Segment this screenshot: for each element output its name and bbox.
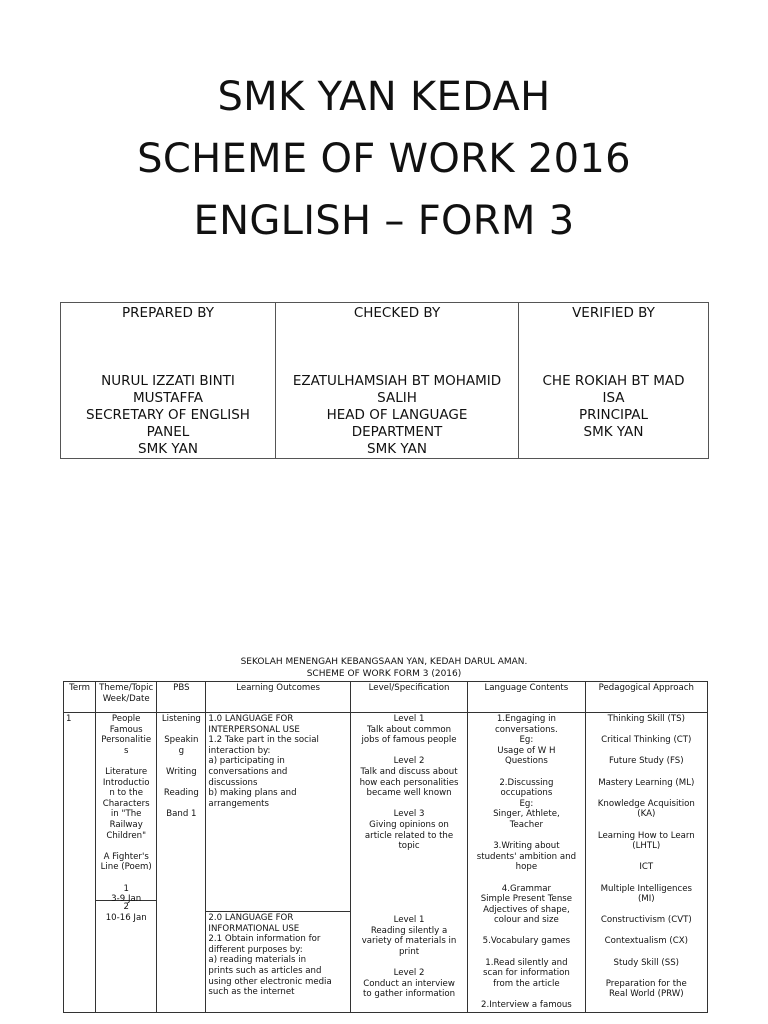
text-line: Eg: [519,735,534,746]
text-line: topic [398,841,420,852]
checked-by-line: DEPARTMENT [351,424,443,440]
text-line: 5.Vocabulary games [482,936,571,947]
text-line [353,852,465,863]
text-line: Learning How to Learn [597,830,695,841]
theme-week-1 [96,713,156,905]
text-line: Reading silently a [370,925,448,936]
text-line: in "The [110,809,142,820]
text-line: became well known [366,788,452,799]
text-line: such as the internet [208,987,295,998]
text-line: scan for information [483,968,570,979]
checked-by-line: EZATULHAMSIAH BT MOHAMID [292,373,502,389]
school-name: SMK YAN KEDAH [217,74,551,120]
text-line: Famous [109,724,143,735]
checked-by-line: SMK YAN [367,441,427,457]
text-line: Level 1 [393,714,425,724]
text-line [470,767,582,778]
text-line: how each personalities [359,777,459,788]
text-line: Level 2 [393,756,425,767]
prepared-by-heading: PREPARED BY [122,305,214,321]
text-line [588,746,705,757]
text-line [159,799,203,810]
text-line [470,873,582,884]
table-header-row [64,682,708,713]
text-line: People [111,714,141,724]
text-line [470,831,582,842]
text-line: Characters [102,798,150,809]
text-line: Knowledge Acquisition [597,798,695,809]
text-line [588,926,705,937]
text-line: Speakin [164,735,199,746]
text-line: Usage of W H [497,745,556,756]
text-line: 2.Interview a famous [481,1000,572,1011]
text-line: Critical Thinking (CT) [601,735,692,746]
text-line: (MI) [637,894,655,905]
text-line [588,968,705,979]
text-line: Level 1 [393,915,425,926]
prepared-by-details [63,373,273,458]
checked-by-line: SALIH [377,390,417,406]
text-line: (KA) [637,809,656,820]
text-line: A Fighter's [103,851,149,862]
text-line [588,767,705,778]
text-line: n to the [109,788,144,799]
text-line: Thinking Skill (TS) [607,714,685,724]
header-learning-outcomes: Learning Outcomes [206,682,350,713]
text-line: 10-16 Jan [105,912,147,923]
text-line [588,725,705,736]
text-line [470,926,582,937]
text-line: Study Skill (SS) [613,957,680,968]
learning-outcome-1 [206,713,349,912]
pedagogical-approach-cell [585,713,707,1013]
text-line [353,905,465,916]
checked-by-details [278,373,516,458]
table-row [64,713,708,1013]
text-line: Multiple Intelligences [600,883,692,894]
text-line [588,820,705,831]
scheme-caption [0,657,768,680]
verified-by-line: SMK YAN [583,424,644,440]
text-line: Conduct an interview [363,978,455,989]
text-line: Reading [163,788,199,799]
text-line [353,894,465,905]
verified-by-details [521,373,706,441]
text-line [353,884,465,895]
text-line: different purposes by: [208,944,303,955]
text-line: Children" [106,830,147,841]
text-line: arrangements [208,798,270,809]
text-line [588,852,705,863]
text-line: Contextualism (CX) [604,936,688,947]
text-line: Railway [109,819,143,830]
text-line: Line (Poem) [100,862,152,873]
text-line [98,873,154,884]
text-line: 1.2 Take part in the social [208,735,319,746]
text-line: Literature [105,766,148,777]
term-cell: 1 [64,713,96,1013]
scheme-title: SCHEME OF WORK 2016 [137,136,631,182]
text-line: a) reading materials in [208,955,307,966]
text-line: 3.Writing about [493,841,560,852]
text-line: variety of materials in [361,936,457,947]
text-line [470,947,582,958]
text-line: to gather information [363,989,456,1000]
text-line: Questions [504,756,548,767]
theme-cell [96,713,157,1013]
text-line: Simple Present Tense [480,894,573,905]
text-line [588,947,705,958]
text-line [159,725,203,736]
text-line: prints such as articles and [208,965,322,976]
text-line: b) making plans and [208,788,297,799]
text-line: 3-9 Jan [111,894,142,905]
text-line: Singer, Athlete, [493,809,560,820]
text-line: 2 [123,902,129,912]
header-theme: Theme/Topic Week/Date [96,682,157,713]
prepared-by-line: NURUL IZZATI BINTI [101,373,235,389]
text-line: Eg: [519,798,534,809]
text-line [98,756,154,767]
text-line [588,873,705,884]
text-line [353,873,465,884]
text-line: 1.Engaging in [496,714,556,724]
text-line [470,989,582,1000]
text-line: 1 [123,883,129,894]
text-line: Listening [161,714,201,724]
checked-by-cell [276,303,519,459]
text-line: g [178,745,185,756]
scheme-of-work-table [63,681,708,1013]
text-line [159,756,203,767]
header-level: Level/Specification [350,682,467,713]
text-line: occupations [500,788,553,799]
learning-outcome-2 [206,912,349,999]
prepared-by-line: PANEL [146,424,190,440]
scheme-subtitle: SCHEME OF WORK FORM 3 (2016) [306,668,462,679]
verified-by-line: CHE ROKIAH BT MAD [542,373,685,389]
text-line: 4.Grammar [501,883,551,894]
text-line: Introductio [102,777,150,788]
header-pedagogical-approach: Pedagogical Approach [585,682,707,713]
text-line [588,788,705,799]
header-term: Term [64,682,96,713]
text-line: conversations and [208,766,288,777]
text-line: article related to the [364,830,454,841]
text-line: Teacher [509,819,544,830]
text-line: hope [515,862,538,873]
text-line: 2.1 Obtain information for [208,934,321,945]
prepared-by-cell [61,303,276,459]
text-line [353,746,465,757]
text-line [353,862,465,873]
text-line [98,841,154,852]
text-line [353,799,465,810]
text-line: INFORMATIONAL USE [208,923,300,934]
prepared-by-line: MUSTAFFA [132,390,204,406]
learning-outcomes-cell [206,713,350,1013]
text-line: Band 1 [166,809,197,820]
text-line: 1.0 LANGUAGE FOR [208,714,294,724]
text-line: Level 3 [393,809,425,820]
text-line: Giving opinions on [369,819,449,830]
level-cell [350,713,467,1013]
text-line: using other electronic media [208,976,332,987]
text-line [159,778,203,789]
pbs-cell [157,713,206,1013]
header-language-contents: Language Contents [468,682,585,713]
text-line: Personalitie [101,735,152,746]
verified-by-line: PRINCIPAL [578,407,649,423]
text-line: Level 2 [393,968,425,979]
checked-by-line: HEAD OF LANGUAGE [326,407,468,423]
text-line [353,958,465,969]
checked-by-heading: CHECKED BY [353,305,441,321]
text-line [588,905,705,916]
document-title [0,66,768,252]
text-line: conversations. [495,724,558,735]
verified-by-cell [519,303,709,459]
prepared-by-line: SECRETARY OF ENGLISH [86,407,250,423]
verified-by-heading: VERIFIED BY [572,305,655,321]
text-line: Talk and discuss about [360,766,458,777]
text-line: (LHTL) [632,841,661,852]
text-line: colour and size [493,915,559,926]
language-contents-cell [468,713,585,1013]
text-line: print [398,947,420,958]
text-line: students' ambition and [476,851,577,862]
text-line: 2.Discussing [499,777,554,788]
text-line: 1.Read silently and [485,957,568,968]
verified-by-line: ISA [602,390,625,406]
text-line: interaction by: [208,745,271,756]
text-line: INTERPERSONAL USE [208,724,300,735]
text-line: ICT [639,862,654,873]
text-line: jobs of famous people [361,735,457,746]
header-pbs: PBS [157,682,206,713]
text-line: Talk about common [366,724,452,735]
text-line: Future Study (FS) [608,756,684,767]
text-line: Writing [166,766,197,777]
theme-week-2 [96,901,156,924]
text-line: a) participating in [208,756,285,767]
school-full-name: SEKOLAH MENENGAH KEBANGSAAN YAN, KEDAH DARUL AMAN. [240,657,528,667]
text-line: Real World (PRW) [608,989,684,1000]
text-line: Constructivism (CVT) [600,915,692,926]
text-line: Adjectives of shape, [483,904,570,915]
prepared-by-line: SMK YAN [138,441,198,457]
text-line: from the article [493,978,560,989]
text-line: s [123,745,129,756]
text-line: Preparation for the [605,978,687,989]
text-line: discussions [208,777,258,788]
text-line: 2.0 LANGUAGE FOR [208,913,294,923]
signoff-table [60,302,709,459]
subject-form: ENGLISH – FORM 3 [193,198,575,244]
text-line: Mastery Learning (ML) [598,777,695,788]
